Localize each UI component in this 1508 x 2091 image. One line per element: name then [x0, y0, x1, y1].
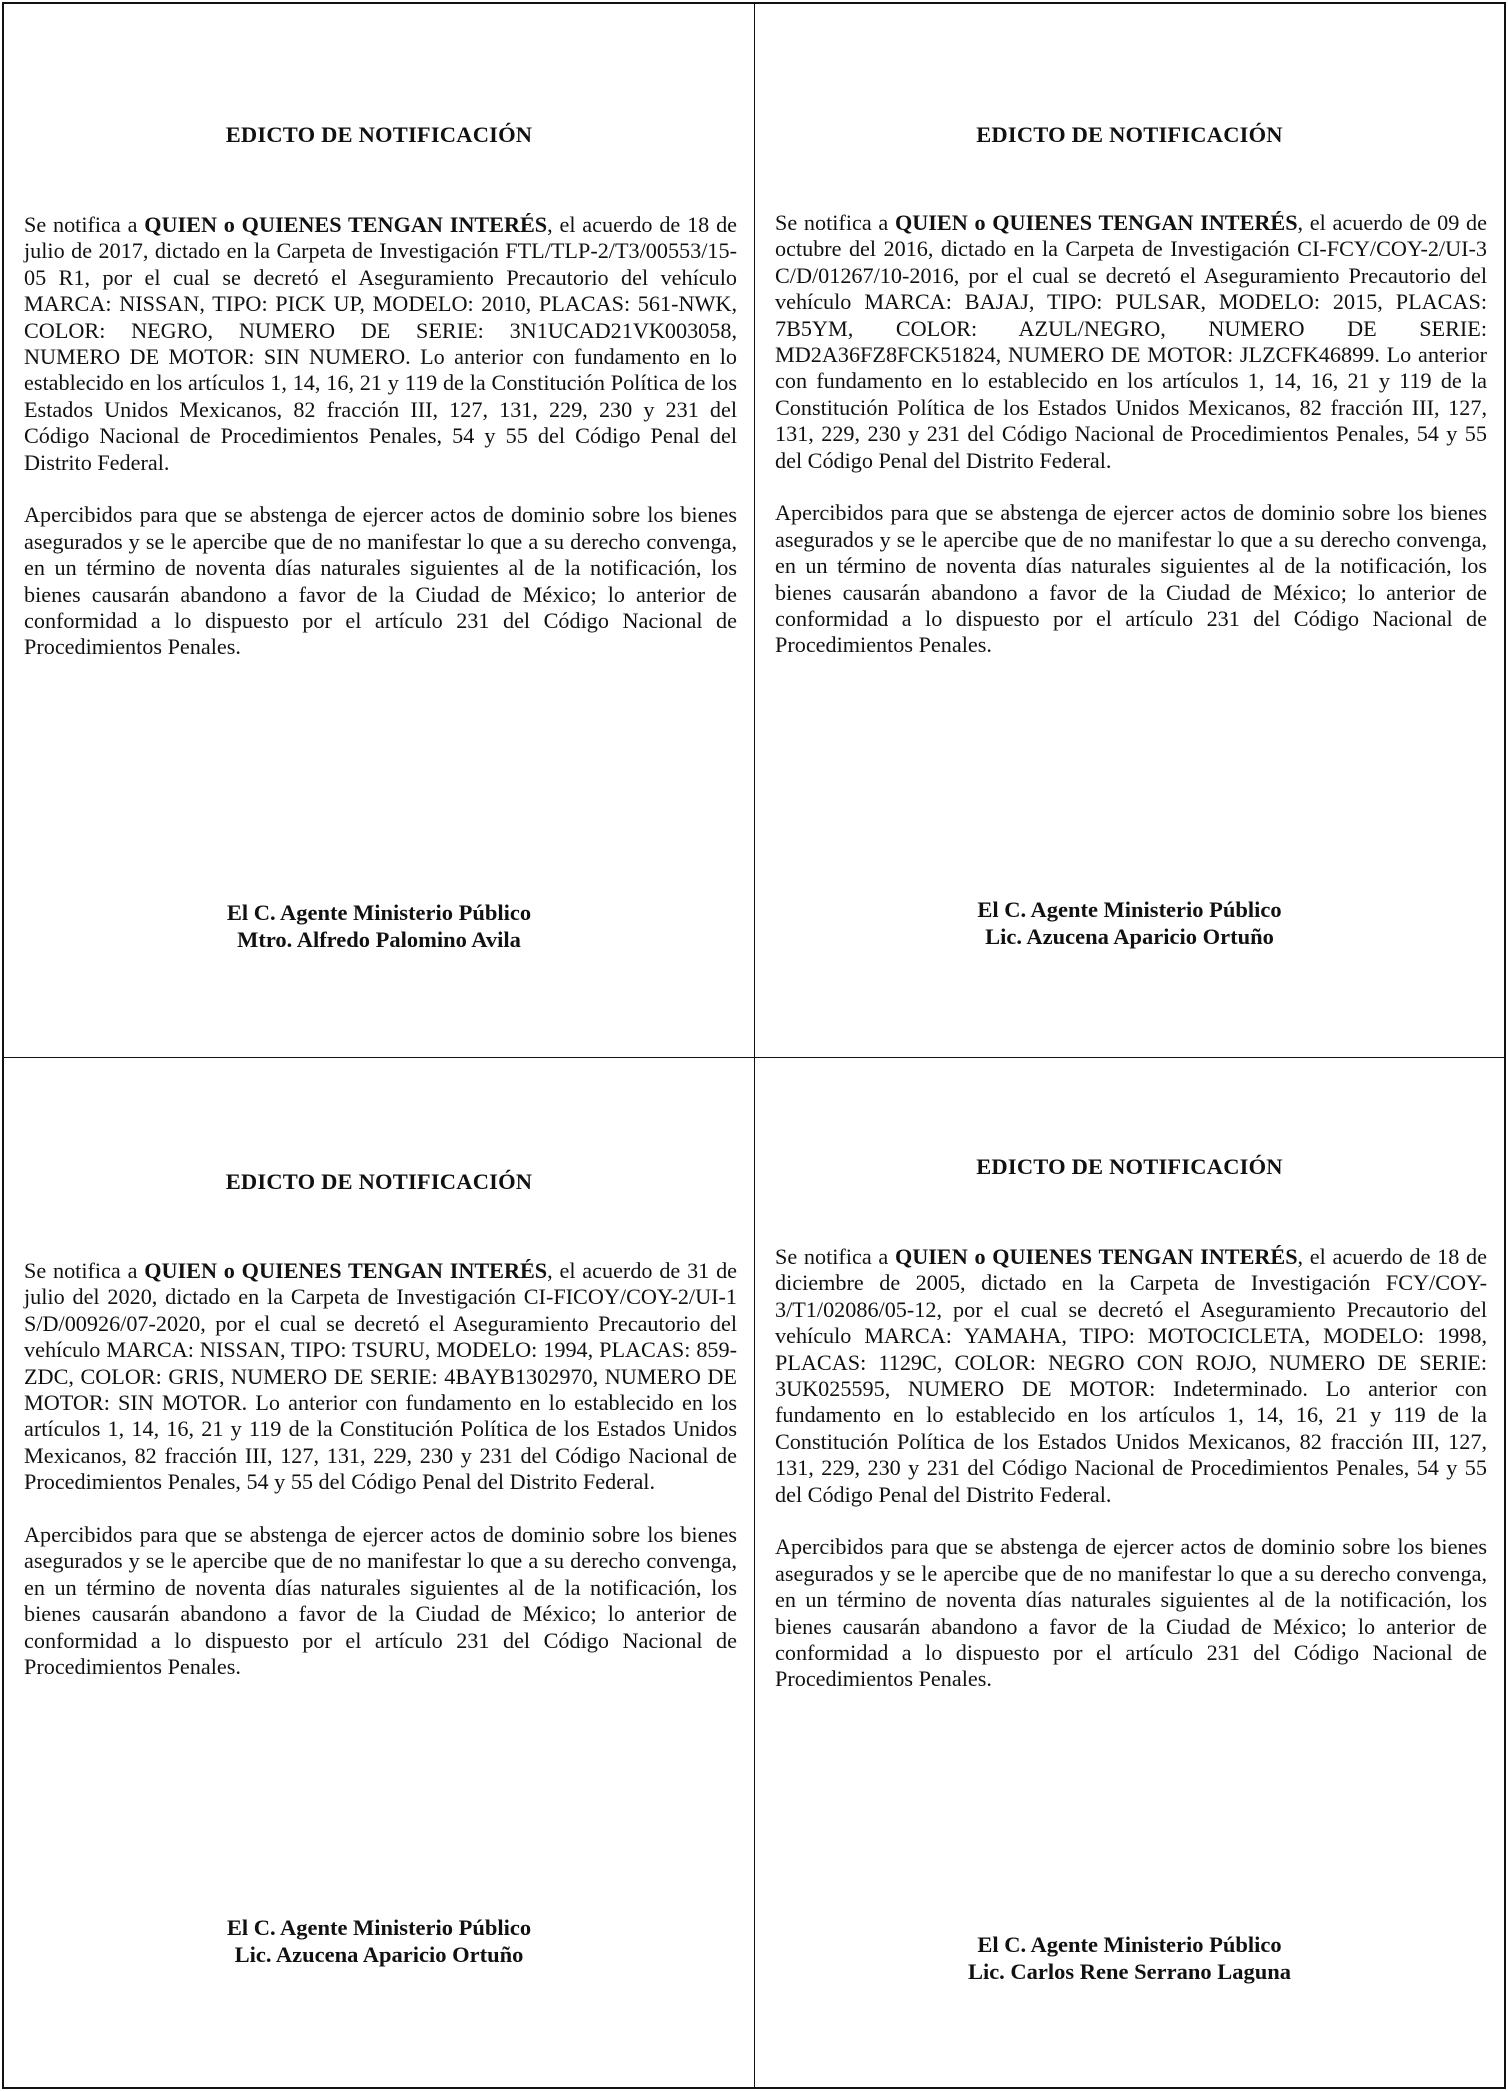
signature-name: Mtro. Alfredo Palomino Avila: [237, 927, 521, 952]
notice-signature: [755, 896, 1504, 950]
signature-name: Lic. Azucena Aparicio Ortuño: [985, 924, 1274, 949]
edict-notice-1: [2, 2, 756, 1059]
signature-role: El C. Agente Ministerio Público: [977, 897, 1282, 922]
notice-title: EDICTO DE NOTIFICACIÓN: [225, 1169, 533, 1194]
notice-warning: Apercibidos para que se abstenga de ejercer actos de dominio sobre los bienes asegurados y se le apercibe que de no manifestar lo que a su derecho convenga, en un término de noventa días naturales siguientes al de la notificación, los bienes causarán abandono a favor de la Ciudad de México; lo anterior de conformidad a lo dispuesto por el artículo 231 del Código Nacional de Procedimientos Penales.: [775, 500, 1487, 658]
notice-text: , el acuerdo de 31 de julio del 2020, dictado en la Carpeta de Investigación CI-FICOY/COY-2/UI-1 S/D/00926/07-2020, por el cual se decretó el Aseguramiento Precautorio del vehículo MARCA: NISSAN, TIPO: TSURU, MODELO: 1994, PLACAS: 859-ZDC, COLOR: GRIS, NUMERO DE SERIE: 4BAYB1302970, NUMERO DE MOTOR: SIN MOTOR. Lo anterior con fundamento en lo establecido en los artículos 1, 14, 16, 21 y 119 de la Constitución Política de los Estados Unidos Mexicanos, 82 fracción III, 127, 131, 229, 230 y 231 del Código Nacional de Procedimientos Penales, 54 y 55 del Código Penal del Distrito Federal.: [24, 1258, 738, 1495]
signature-name: Lic. Azucena Aparicio Ortuño: [234, 1942, 524, 1967]
notice-text: , el acuerdo de 18 de julio de 2017, dictado en la Carpeta de Investigación FTL/TLP-2/T3/00553/15-05 R1, por el cual se decretó el Aseguramiento Precautorio del vehículo MARCA: NISSAN, TIPO: PICK UP, MODELO: 2010, PLACAS: 561-NWK, COLOR: NEGRO, NUMERO DE SERIE: 3N1UCAD21VK003058, NUMERO DE MOTOR: SIN NUMERO. Lo anterior con fundamento en lo establecido en los artículos 1, 14, 16, 21 y 119 de la Constitución Política de los Estados Unidos Mexicanos, 82 fracción III, 127, 131, 229, 230 y 231 del Código Nacional de Procedimientos Penales, 54 y 55 del Código Penal del Distrito Federal.: [24, 212, 738, 475]
notice-lead: Se notifica a: [775, 210, 889, 235]
notice-paragraph: [775, 1244, 1487, 1508]
notice-warning: Apercibidos para que se abstenga de ejercer actos de dominio sobre los bienes asegurados y se le apercibe que de no manifestar lo que a su derecho convenga, en un término de noventa días naturales siguientes al de la notificación, los bienes causarán abandono a favor de la Ciudad de México; lo anterior de conformidad a lo dispuesto por el artículo 231 del Código Nacional de Procedimientos Penales.: [24, 502, 737, 660]
notice-body: [24, 1258, 737, 1707]
notice-recipient: QUIEN o QUIENES TENGAN INTERÉS: [894, 1244, 1298, 1269]
signature-role: El C. Agente Ministerio Público: [226, 1915, 532, 1940]
notice-text: , el acuerdo de 09 de octubre del 2016, dictado en la Carpeta de Investigación CI-FCY/COY-2/UI-3 C/D/01267/10-2016, por el cual se decretó el Aseguramiento Precautorio del vehículo MARCA: BAJAJ, TIPO: PULSAR, MODELO: 2015, PLACAS: 7B5YM, COLOR: AZUL/NEGRO, NUMERO DE SERIE: MD2A36FZ8FCK51824, NUMERO DE MOTOR: JLZCFK46899. Lo anterior con fundamento en lo establecido en los artículos 1, 14, 16, 21 y 119 de la Constitución Política de los Estados Unidos Mexicanos, 82 fracción III, 127, 131, 229, 230 y 231 del Código Nacional de Procedimientos Penales, 54 y 55 del Código Penal del Distrito Federal.: [775, 210, 1487, 473]
edict-notice-4: [754, 1057, 1506, 2089]
notice-signature: [4, 1914, 754, 1968]
notice-body: [24, 212, 737, 687]
notice-signature: [755, 1931, 1504, 1985]
notice-warning: Apercibidos para que se abstenga de ejercer actos de dominio sobre los bienes asegurados y se le apercibe que de no manifestar lo que a su derecho convenga, en un término de noventa días naturales siguientes al de la notificación, los bienes causarán abandono a favor de la Ciudad de México; lo anterior de conformidad a lo dispuesto por el artículo 231 del Código Nacional de Procedimientos Penales.: [775, 1534, 1487, 1692]
notice-lead: Se notifica a: [775, 1244, 889, 1269]
notice-title: EDICTO DE NOTIFICACIÓN: [976, 122, 1283, 147]
notice-signature: [4, 899, 754, 953]
notice-recipient: QUIEN o QUIENES TENGAN INTERÉS: [144, 212, 548, 237]
signature-name: Lic. Carlos Rene Serrano Laguna: [967, 1959, 1292, 1984]
notice-paragraph: [24, 212, 737, 476]
notice-body: [775, 210, 1487, 685]
notice-body: [775, 1244, 1487, 1719]
notice-paragraph: [775, 210, 1487, 474]
notice-warning: Apercibidos para que se abstenga de ejercer actos de dominio sobre los bienes asegurados y se le apercibe que de no manifestar lo que a su derecho convenga, en un término de noventa días naturales siguientes al de la notificación, los bienes causarán abandono a favor de la Ciudad de México; lo anterior de conformidad a lo dispuesto por el artículo 231 del Código Nacional de Procedimientos Penales.: [24, 1522, 737, 1680]
notice-text: , el acuerdo de 18 de diciembre de 2005, dictado en la Carpeta de Investigación FCY/COY-3/T1/02086/05-12, por el cual se decretó el Aseguramiento Precautorio del vehículo MARCA: YAMAHA, TIPO: MOTOCICLETA, MODELO: 1998, PLACAS: 1129C, COLOR: NEGRO CON ROJO, NUMERO DE SERIE: 3UK025595, NUMERO DE MOTOR: Indeterminado. Lo anterior con fundamento en lo establecido en los artículos 1, 14, 16, 21 y 119 de la Constitución Política de los Estados Unidos Mexicanos, 82 fracción III, 127, 131, 229, 230 y 231 del Código Nacional de Procedimientos Penales, 54 y 55 del Código Penal del Distrito Federal.: [775, 1244, 1487, 1507]
signature-role: El C. Agente Ministerio Público: [226, 900, 532, 925]
signature-role: El C. Agente Ministerio Público: [977, 1932, 1282, 1957]
edict-notice-3: [2, 1057, 756, 2089]
notice-title: EDICTO DE NOTIFICACIÓN: [225, 122, 533, 147]
notice-title: EDICTO DE NOTIFICACIÓN: [976, 1154, 1283, 1179]
notice-recipient: QUIEN o QUIENES TENGAN INTERÉS: [894, 210, 1298, 235]
notice-recipient: QUIEN o QUIENES TENGAN INTERÉS: [144, 1258, 548, 1283]
edict-notice-2: [754, 2, 1506, 1059]
notice-lead: Se notifica a: [24, 1258, 138, 1283]
notice-lead: Se notifica a: [24, 212, 138, 237]
notice-paragraph: [24, 1258, 737, 1496]
